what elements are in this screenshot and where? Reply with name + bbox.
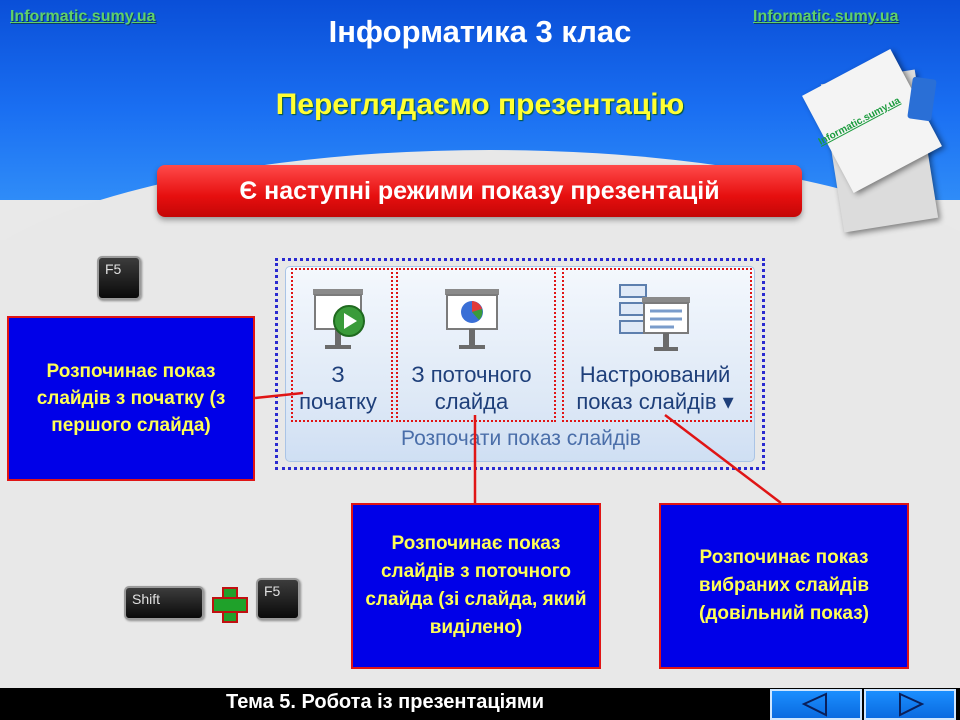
connector-line-1: [255, 393, 303, 398]
previous-slide-button[interactable]: [770, 689, 862, 720]
paper-logo-text: Informatic.sumy.ua: [816, 95, 903, 148]
slide-subtitle: Переглядаємо презентацію: [275, 88, 685, 121]
site-link-left[interactable]: Informatic.sumy.ua: [10, 8, 156, 25]
connector-line-3: [665, 415, 781, 503]
info-box-from-beginning: [7, 316, 255, 481]
next-slide-button[interactable]: [864, 689, 956, 720]
info-text-3: Розпочинає показ вибраних слайдів (довільний показ): [698, 547, 870, 624]
from-beginning-label-1: З: [331, 362, 345, 387]
plus-icon: [212, 587, 244, 619]
info-text-1: Розпочинає показ слайдів з початку (з першого слайда): [36, 361, 226, 436]
from-current-label-2: слайда: [434, 389, 509, 414]
shift-key-icon: Shift: [124, 586, 204, 620]
from-current-label-1: З поточного: [411, 362, 532, 387]
info-box-from-current: [351, 503, 601, 669]
custom-slideshow-label-1: Настроюваний: [579, 362, 731, 387]
f5-key-icon-bottom: F5: [256, 578, 300, 620]
slide-title: Інформатика 3 клас: [328, 14, 632, 49]
triangle-right-icon: [866, 691, 954, 718]
footer-topic: Тема 5. Робота із презентаціями: [225, 691, 545, 713]
modes-banner: Є наступні режими показу презентацій: [157, 165, 802, 217]
triangle-left-icon: [772, 691, 860, 718]
f5-key-icon: F5: [97, 256, 141, 300]
from-beginning-label-2: початку: [299, 389, 377, 414]
info-box-custom: [659, 503, 909, 669]
info-text-2: Розпочинає показ слайдів з поточного слайда (зі слайда, який виділено): [365, 533, 587, 638]
custom-slideshow-label-2: показ слайдів ▾: [576, 389, 734, 414]
ribbon-group-label: Розпочати показ слайдів: [401, 427, 641, 450]
site-link-right[interactable]: Informatic.sumy.ua: [753, 8, 899, 25]
